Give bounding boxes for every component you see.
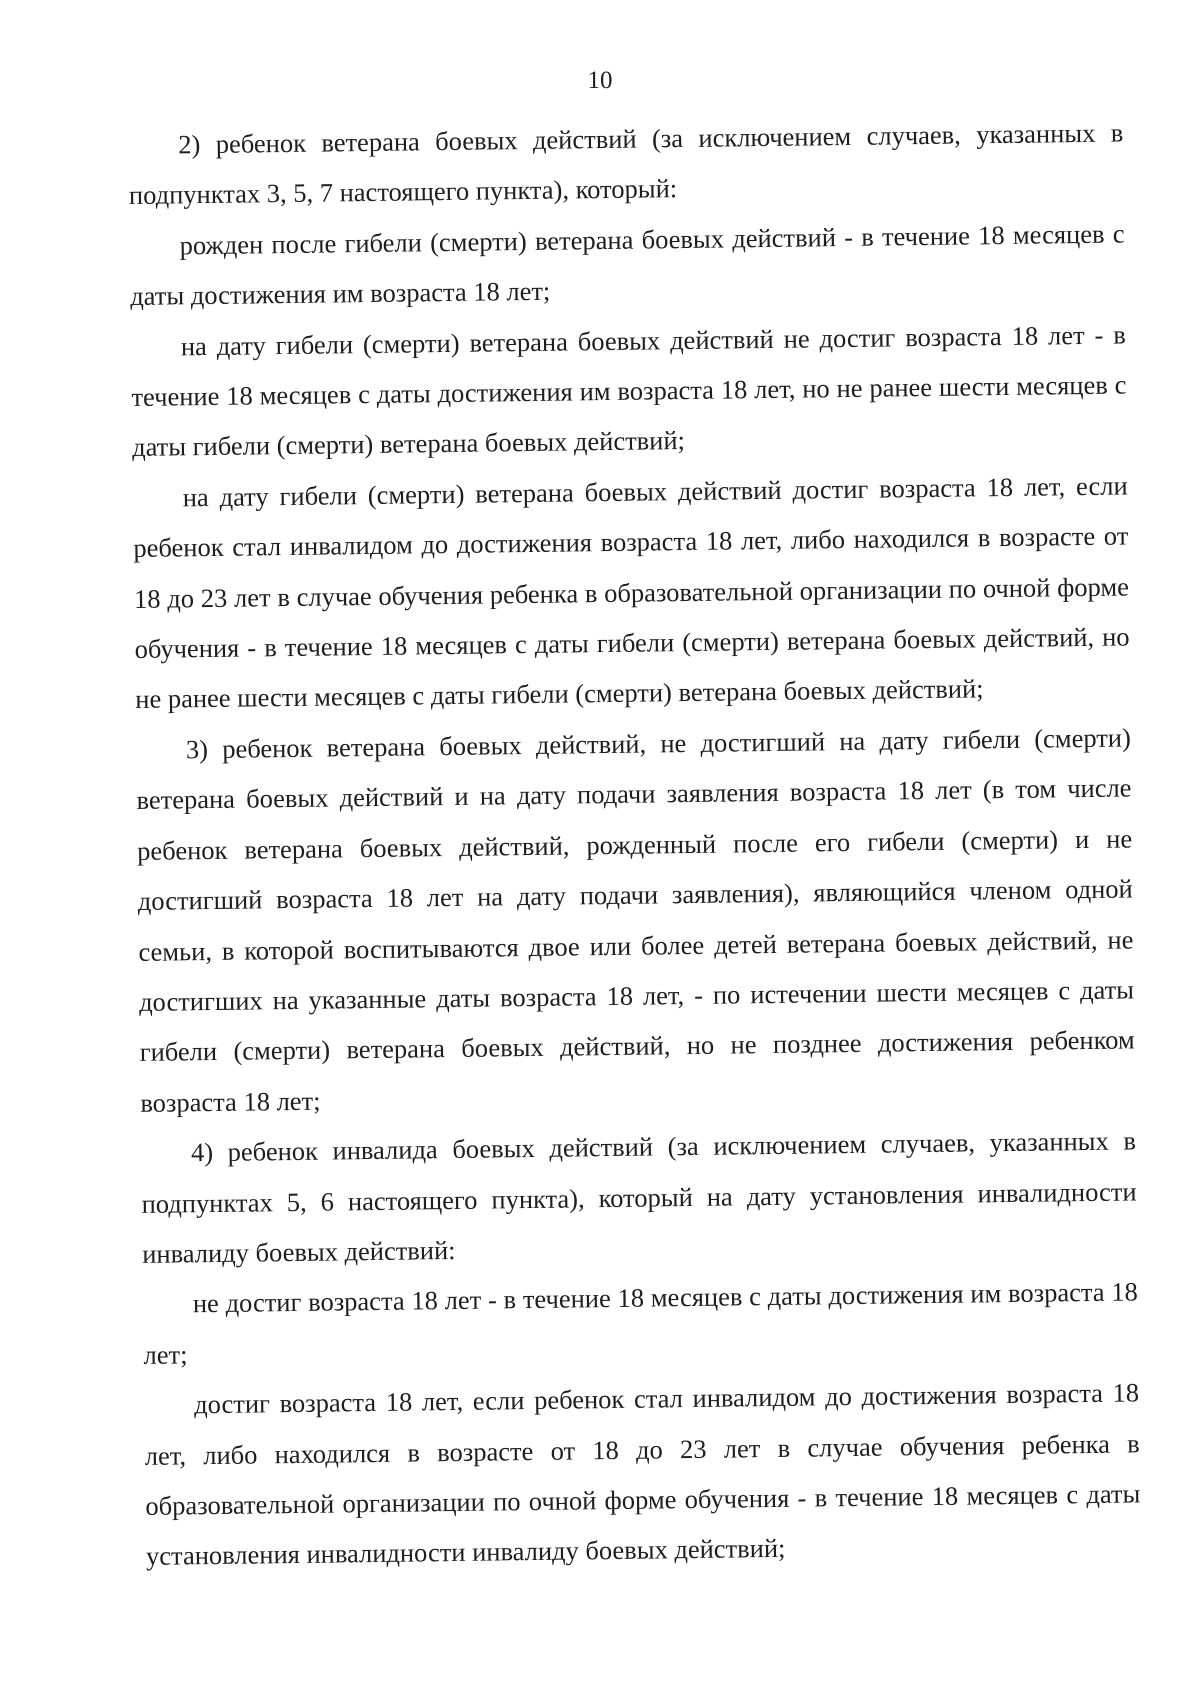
paragraph-subitem-2: 2) ребенок ветерана боевых действий (за исключением случаев, указанных в подпунктах 3, 5, 7 настоящего пункта), который: bbox=[128, 117, 1124, 211]
page-number: 10 bbox=[587, 67, 613, 94]
paragraph-born-after-death: рожден после гибели (смерти) ветерана боевых действий - в течение 18 месяцев с даты достижения им возраста 18 лет; bbox=[130, 218, 1125, 312]
paragraph-subitem-4: 4) ребенок инвалида боевых действий (за исключением случаев, указанных в подпунктах 5, 6 настоящего пункта), который на дату установления инвалидности инвалиду боевых действий: bbox=[141, 1125, 1137, 1269]
paragraph-subitem-3: 3) ребенок ветерана боевых действий, не достигший на дату гибели (смерти) ветерана боевых действий и на дату подачи заявления возраста 18 лет (в том числе ребенок ветерана боевых действий, рожденный после его гибели (смерти) и не достигший возраста 18 лет на дату подачи заявления), являющийся членом одной семьи, в которой воспитываются двое или более детей ветерана боевых действий, не достигших на указанные даты возраста 18 лет, - по истечении шести месяцев с даты гибели (смерти) ветерана боевых действий, но не позднее достижения ребенком возраста 18 лет; bbox=[136, 722, 1135, 1118]
paragraph-over-18-at-disability: достиг возраста 18 лет, если ребенок стал инвалидом до достижения возраста 18 лет, либо находился в возрасте от 18 до 23 лет в случае обучения ребенка в образовательной организации по очной форме обучения - в течение 18 месяцев с даты установления инвалидности инвалиду боевых действий; bbox=[144, 1377, 1141, 1572]
document-body bbox=[128, 107, 1141, 1581]
paragraph-over-18-at-death: на дату гибели (смерти) ветерана боевых действий достиг возраста 18 лет, если ребенок стал инвалидом до достижения возраста 18 лет, либо находился в возрасте от 18 до 23 лет в случае обучения ребенка в образовательной организации по очной форме обучения - в течение 18 месяцев с даты гибели (смерти) ветерана боевых действий, но не ранее шести месяцев с даты гибели (смерти) ветерана боевых действий; bbox=[133, 470, 1130, 715]
paragraph-under-18-at-disability: не достиг возраста 18 лет - в течение 18 месяцев с даты достижения им возраста 18 лет; bbox=[143, 1276, 1138, 1370]
paragraph-under-18-at-death: на дату гибели (смерти) ветерана боевых действий не достиг возраста 18 лет - в течение 18 месяцев с даты достижения им возраста 18 лет, но не ранее шести месяцев с даты гибели (смерти) ветерана боевых действий; bbox=[131, 319, 1127, 463]
